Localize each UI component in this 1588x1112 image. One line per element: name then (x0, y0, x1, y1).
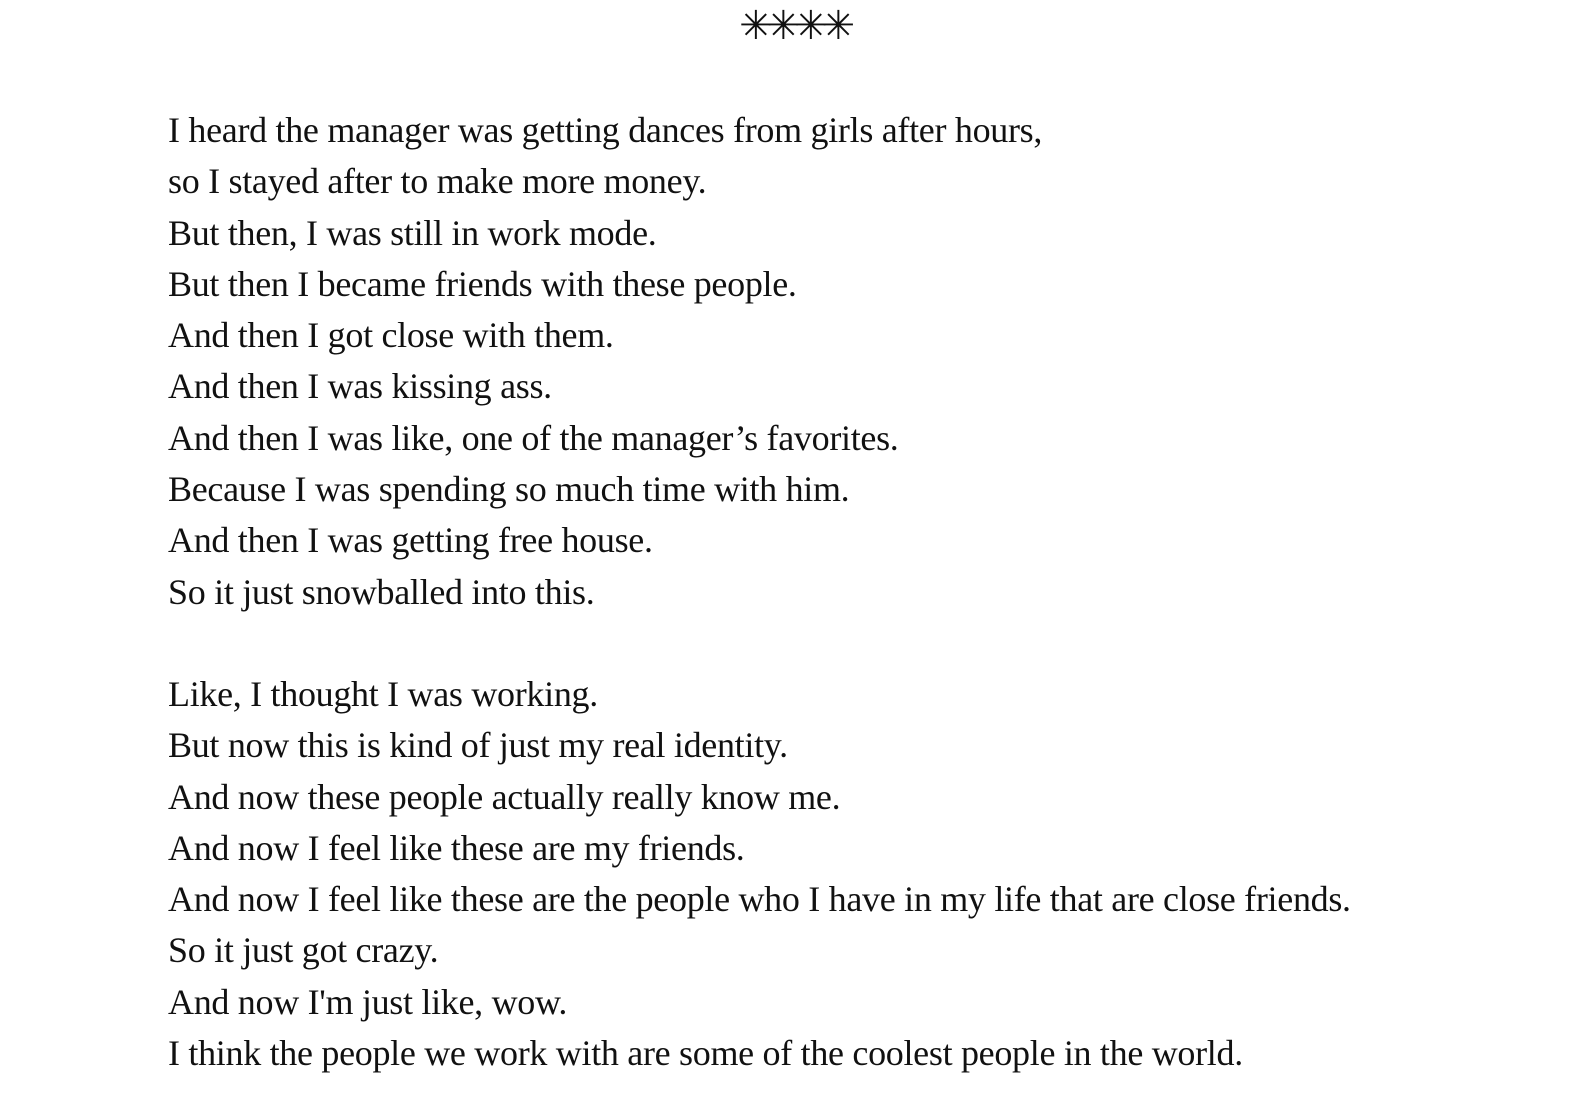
poem-line: And then I was like, one of the manager’s favorites. (168, 417, 899, 458)
poem-line: Like, I thought I was working. (168, 674, 598, 714)
stanza-2 (168, 669, 1568, 1079)
poem-line: And now I feel like these are the people who I have in my life that are close friends. (168, 879, 1351, 920)
poem-line: And then I was kissing ass. (168, 366, 552, 407)
poem-line: But now this is kind of just my real identity. (168, 725, 788, 766)
poem-line: And now I'm just like, wow. (168, 981, 568, 1022)
poem-line: so I stayed after to make more money. (168, 161, 707, 202)
poem-line: And then I was getting free house. (168, 520, 653, 561)
poem-line: And then I got close with them. (168, 315, 614, 356)
poem-line: Because I was spending so much time with him. (168, 469, 850, 510)
poem-line: And now I feel like these are my friends. (168, 827, 745, 868)
section-separator: ✳✳✳✳ (738, 3, 850, 49)
poem-line: And now these people actually really know me. (168, 776, 841, 817)
poem-line: I think the people we work with are some of the coolest people in the world. (168, 1033, 1243, 1074)
stanza-1 (168, 105, 1568, 618)
poem-line: But then I became friends with these people. (168, 263, 797, 304)
poem-line: I heard the manager was getting dances from girls after hours, (168, 110, 1043, 150)
poem-line: But then, I was still in work mode. (168, 212, 657, 253)
poem-line: So it just got crazy. (168, 930, 439, 971)
poem-line: So it just snowballed into this. (168, 571, 595, 612)
